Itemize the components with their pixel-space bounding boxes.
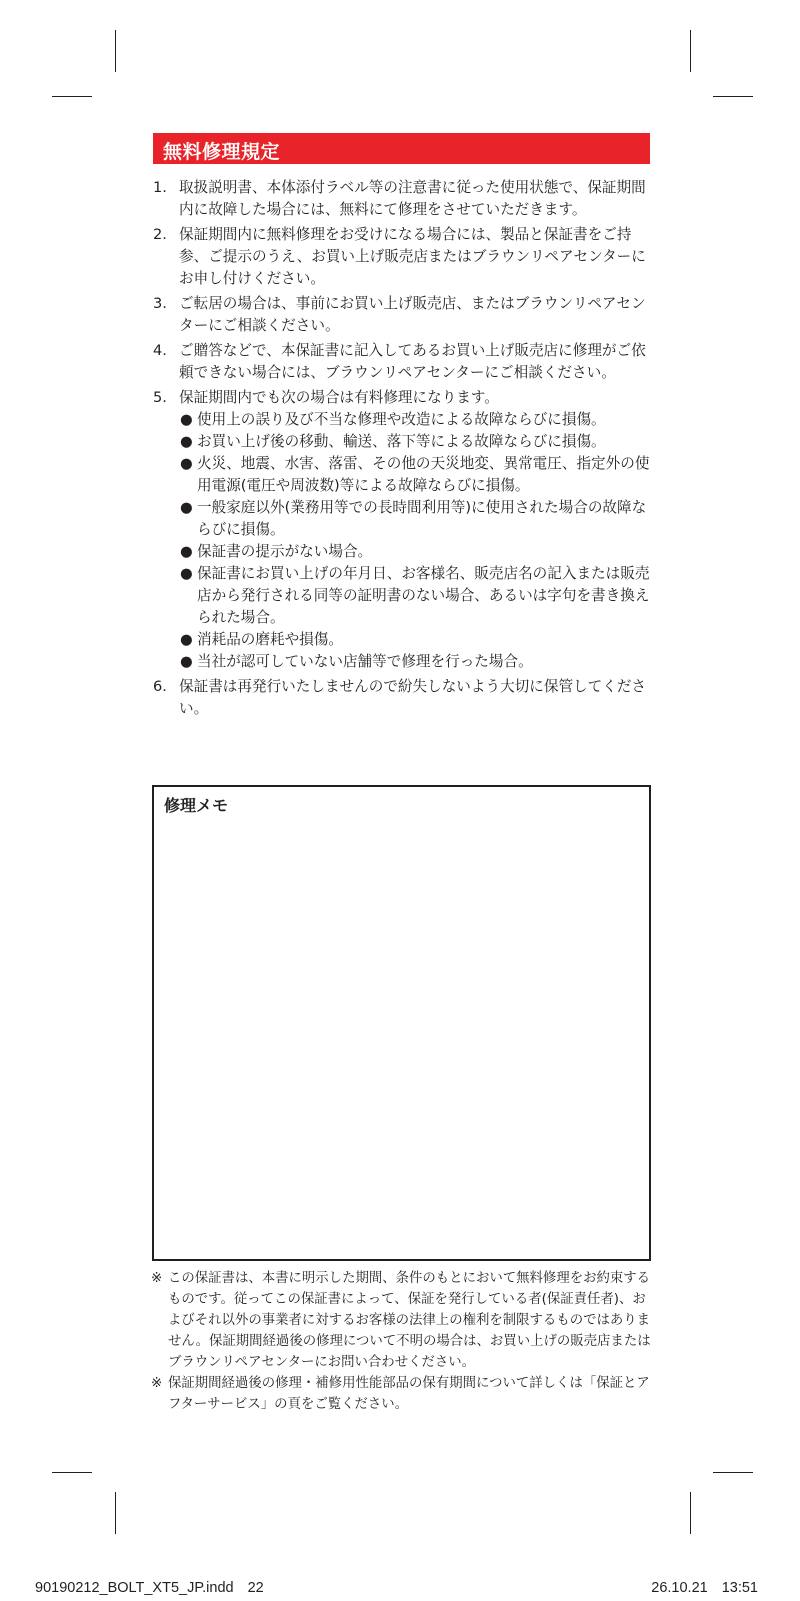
rule-text: 取扱説明書、本体添付ラベル等の注意書に従った使用状態で、保証期間内に故障した場合には、無料にて修理をさせていただきます。 (179, 179, 646, 218)
rule-number: 1. (153, 179, 167, 196)
rule-number: 2. (153, 226, 167, 243)
crop-mark (713, 96, 753, 97)
rule-text: 保証書は再発行いたしませんので紛失しないよう大切に保管してください。 (179, 678, 647, 717)
paid-repair-conditions (179, 409, 653, 673)
condition-item (179, 563, 653, 629)
footnote (151, 1373, 656, 1415)
condition-text: 使用上の誤り及び不当な修理や改造による故障ならびに損傷。 (197, 411, 606, 428)
condition-text: お買い上げ後の移動、輸送、落下等による故障ならびに損傷。 (197, 433, 606, 450)
rule-number: 4. (153, 342, 167, 359)
file-slug (35, 1580, 264, 1596)
crop-mark (52, 1472, 92, 1473)
condition-item (179, 497, 653, 541)
print-time: 13:51 (721, 1580, 758, 1596)
crop-mark (115, 1492, 116, 1534)
print-date: 26.10.21 (651, 1580, 708, 1596)
bullet-icon: ● (180, 565, 193, 582)
repair-rules-list (153, 177, 653, 723)
timestamp (651, 1580, 758, 1596)
condition-text: 消耗品の磨耗や損傷。 (197, 631, 343, 648)
note-mark: ※ (151, 1376, 163, 1391)
crop-mark (690, 30, 691, 72)
rule-item (153, 224, 653, 290)
condition-item (179, 651, 653, 673)
rule-text: ご転居の場合は、事前にお買い上げ販売店、またはブラウンリペアセンターにご相談ください。 (179, 295, 646, 334)
bullet-icon: ● (180, 499, 193, 516)
condition-item (179, 431, 653, 453)
footnote-text: 保証期間経過後の修理・補修用性能部品の保有期間について詳しくは「保証とアフターサービス」の頁をご覧ください。 (168, 1376, 650, 1412)
condition-text: 保証書にお買い上げの年月日、お客様名、販売店名の記入または販売店から発行される同等の証明書のない場合、あるいは字句を書き換えられた場合。 (197, 565, 650, 626)
rule-text: ご贈答などで、本保証書に記入してあるお買い上げ販売店に修理がご依頼できない場合には、ブラウンリペアセンターにご相談ください。 (179, 342, 646, 381)
bullet-icon: ● (180, 543, 193, 560)
rule-number: 6. (153, 678, 167, 695)
crop-mark (690, 1492, 691, 1534)
bullet-icon: ● (180, 631, 193, 648)
condition-text: 保証書の提示がない場合。 (197, 543, 373, 560)
file-name: 90190212_BOLT_XT5_JP.indd (35, 1580, 234, 1596)
footnote-text: この保証書は、本書に明示した期間、条件のもとにおいて無料修理をお約束するものです。従ってこの保証書によって、保証を発行している者(保証責任者)、およびそれ以外の事業者に対するお客様の法律上の権利を制限するものではありません。保証期間経過後の修理について不明の場合は、お買い上げの販売店またはブラウンリペアセンターにお問い合わせください。 (168, 1271, 651, 1370)
rule-number: 3. (153, 295, 167, 312)
rule-item (153, 387, 653, 673)
condition-text: 火災、地震、水害、落雷、その他の天災地変、異常電圧、指定外の使用電源(電圧や周波数)等による故障ならびに損傷。 (197, 455, 650, 494)
condition-text: 当社が認可していない店舗等で修理を行った場合。 (197, 653, 533, 670)
rule-number: 5. (153, 389, 167, 406)
condition-text: 一般家庭以外(業務用等での長時間利用等)に使用された場合の故障ならびに損傷。 (197, 499, 647, 538)
condition-item (179, 541, 653, 563)
page-number: 22 (247, 1580, 264, 1596)
rule-text: 保証期間内に無料修理をお受けになる場合には、製品と保証書をご持参、ご提示のうえ、お買い上げ販売店またはブラウンリペアセンターにお申し付けください。 (179, 226, 646, 287)
section-heading: 無料修理規定 (153, 133, 650, 164)
rule-item (153, 676, 653, 720)
bullet-icon: ● (180, 653, 193, 670)
bullet-icon: ● (180, 455, 193, 472)
crop-mark (713, 1472, 753, 1473)
condition-item (179, 453, 653, 497)
condition-item (179, 409, 653, 431)
condition-item (179, 629, 653, 651)
rule-text: 保証期間内でも次の場合は有料修理になります。 (179, 389, 499, 406)
crop-mark (115, 30, 116, 72)
rule-item (153, 293, 653, 337)
crop-mark (52, 96, 92, 97)
footnote (151, 1268, 656, 1373)
footnotes (151, 1268, 656, 1415)
rule-item (153, 177, 653, 221)
note-mark: ※ (151, 1271, 163, 1286)
bullet-icon: ● (180, 411, 193, 428)
memo-title: 修理メモ (164, 796, 229, 815)
rule-item (153, 340, 653, 384)
bullet-icon: ● (180, 433, 193, 450)
repair-memo-box (152, 785, 651, 1261)
